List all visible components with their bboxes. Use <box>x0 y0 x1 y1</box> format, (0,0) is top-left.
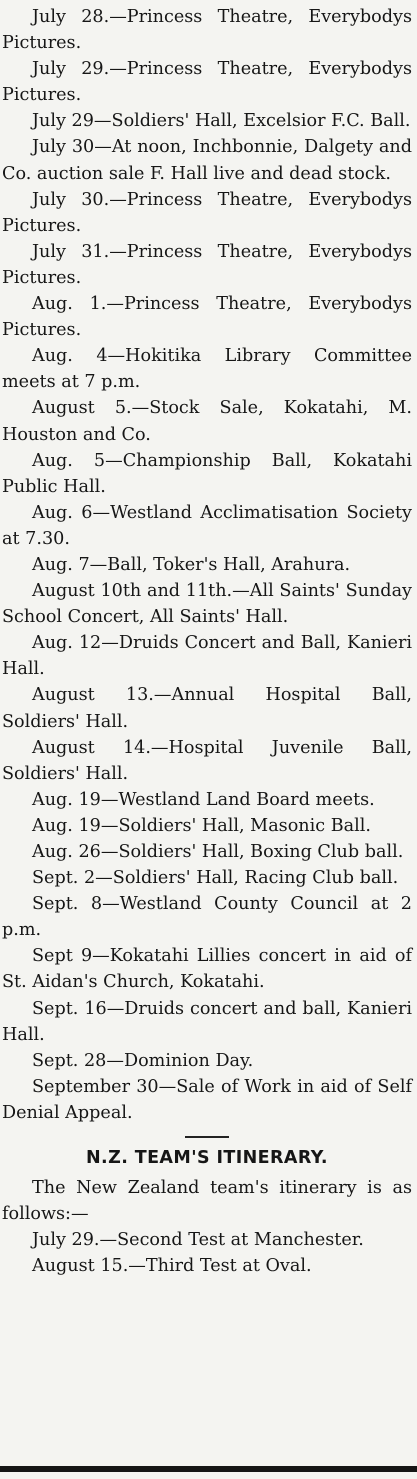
event-entry: Sept. 28—Dominion Day. <box>32 1050 254 1071</box>
event-entry: Aug. 1.—Princess Theatre, Everybodys Pictures. <box>2 294 412 341</box>
itinerary-list <box>2 1175 412 1279</box>
column-end-rule <box>0 1466 417 1472</box>
event-entry: Aug. 6—Westland Acclimatisation Society at 7.30. <box>2 502 412 549</box>
event-entry: Aug. 5—Championship Ball, Kokatahi Public Hall. <box>2 450 412 497</box>
event-entry: July 31.—Princess Theatre, Everybodys Pictures. <box>2 241 412 288</box>
itinerary-entry: August 15.—Third Test at Oval. <box>32 1256 312 1277</box>
event-entry: July 28.—Princess Theatre, Everybodys Pictures. <box>2 7 412 54</box>
event-entry: Sept. 8—Westland County Council at 2 p.m. <box>2 894 412 941</box>
event-entry: July 29.—Princess Theatre, Everybodys Pictures. <box>2 59 412 106</box>
event-entry: August 10th and 11th.—All Saints' Sunday School Concert, All Saints' Hall. <box>2 581 412 628</box>
event-entry: Aug. 19—Soldiers' Hall, Masonic Ball. <box>32 815 371 836</box>
itinerary-entry: The New Zealand team's itinerary is as follows:— <box>2 1178 412 1225</box>
event-entry: July 30—At noon, Inchbonnie, Dalgety and Co. auction sale F. Hall live and dead stock. <box>2 137 412 184</box>
itinerary-entry: July 29.—Second Test at Manchester. <box>32 1230 364 1251</box>
event-entry: Aug. 26—Soldiers' Hall, Boxing Club ball. <box>32 842 404 862</box>
event-entry: Sept 9—Kokatahi Lillies concert in aid of St. Aidan's Church, Kokatahi. <box>2 946 412 993</box>
event-entry: August 13.—Annual Hospital Ball, Soldiers' Hall. <box>2 685 412 732</box>
event-entry: August 5.—Stock Sale, Kokatahi, M. Houston and Co. <box>2 398 412 445</box>
event-entry: July 29—Soldiers' Hall, Excelsior F.C. Ball. <box>32 111 411 132</box>
newspaper-column <box>2 4 412 1279</box>
event-entry: Sept. 2—Soldiers' Hall, Racing Club ball. <box>32 868 399 889</box>
event-entry: Aug. 12—Druids Concert and Ball, Kanieri Hall. <box>2 633 412 680</box>
event-entry: Aug. 4—Hokitika Library Committee meets at 7 p.m. <box>2 346 412 393</box>
event-entry: Aug. 19—Westland Land Board meets. <box>32 789 375 810</box>
event-entry: July 30.—Princess Theatre, Everybodys Pictures. <box>2 189 412 236</box>
event-entry: August 14.—Hospital Juvenile Ball, Soldiers' Hall. <box>2 737 412 784</box>
event-entry: Sept. 16—Druids concert and ball, Kanieri Hall. <box>2 998 412 1045</box>
event-entry: September 30—Sale of Work in aid of Self Denial Appeal. <box>2 1076 412 1123</box>
section-divider <box>185 1136 229 1138</box>
event-entry: Aug. 7—Ball, Toker's Hall, Arahura. <box>32 554 351 575</box>
section-heading: N.Z. TEAM'S ITINERARY. <box>86 1148 328 1169</box>
events-list <box>2 4 412 1126</box>
